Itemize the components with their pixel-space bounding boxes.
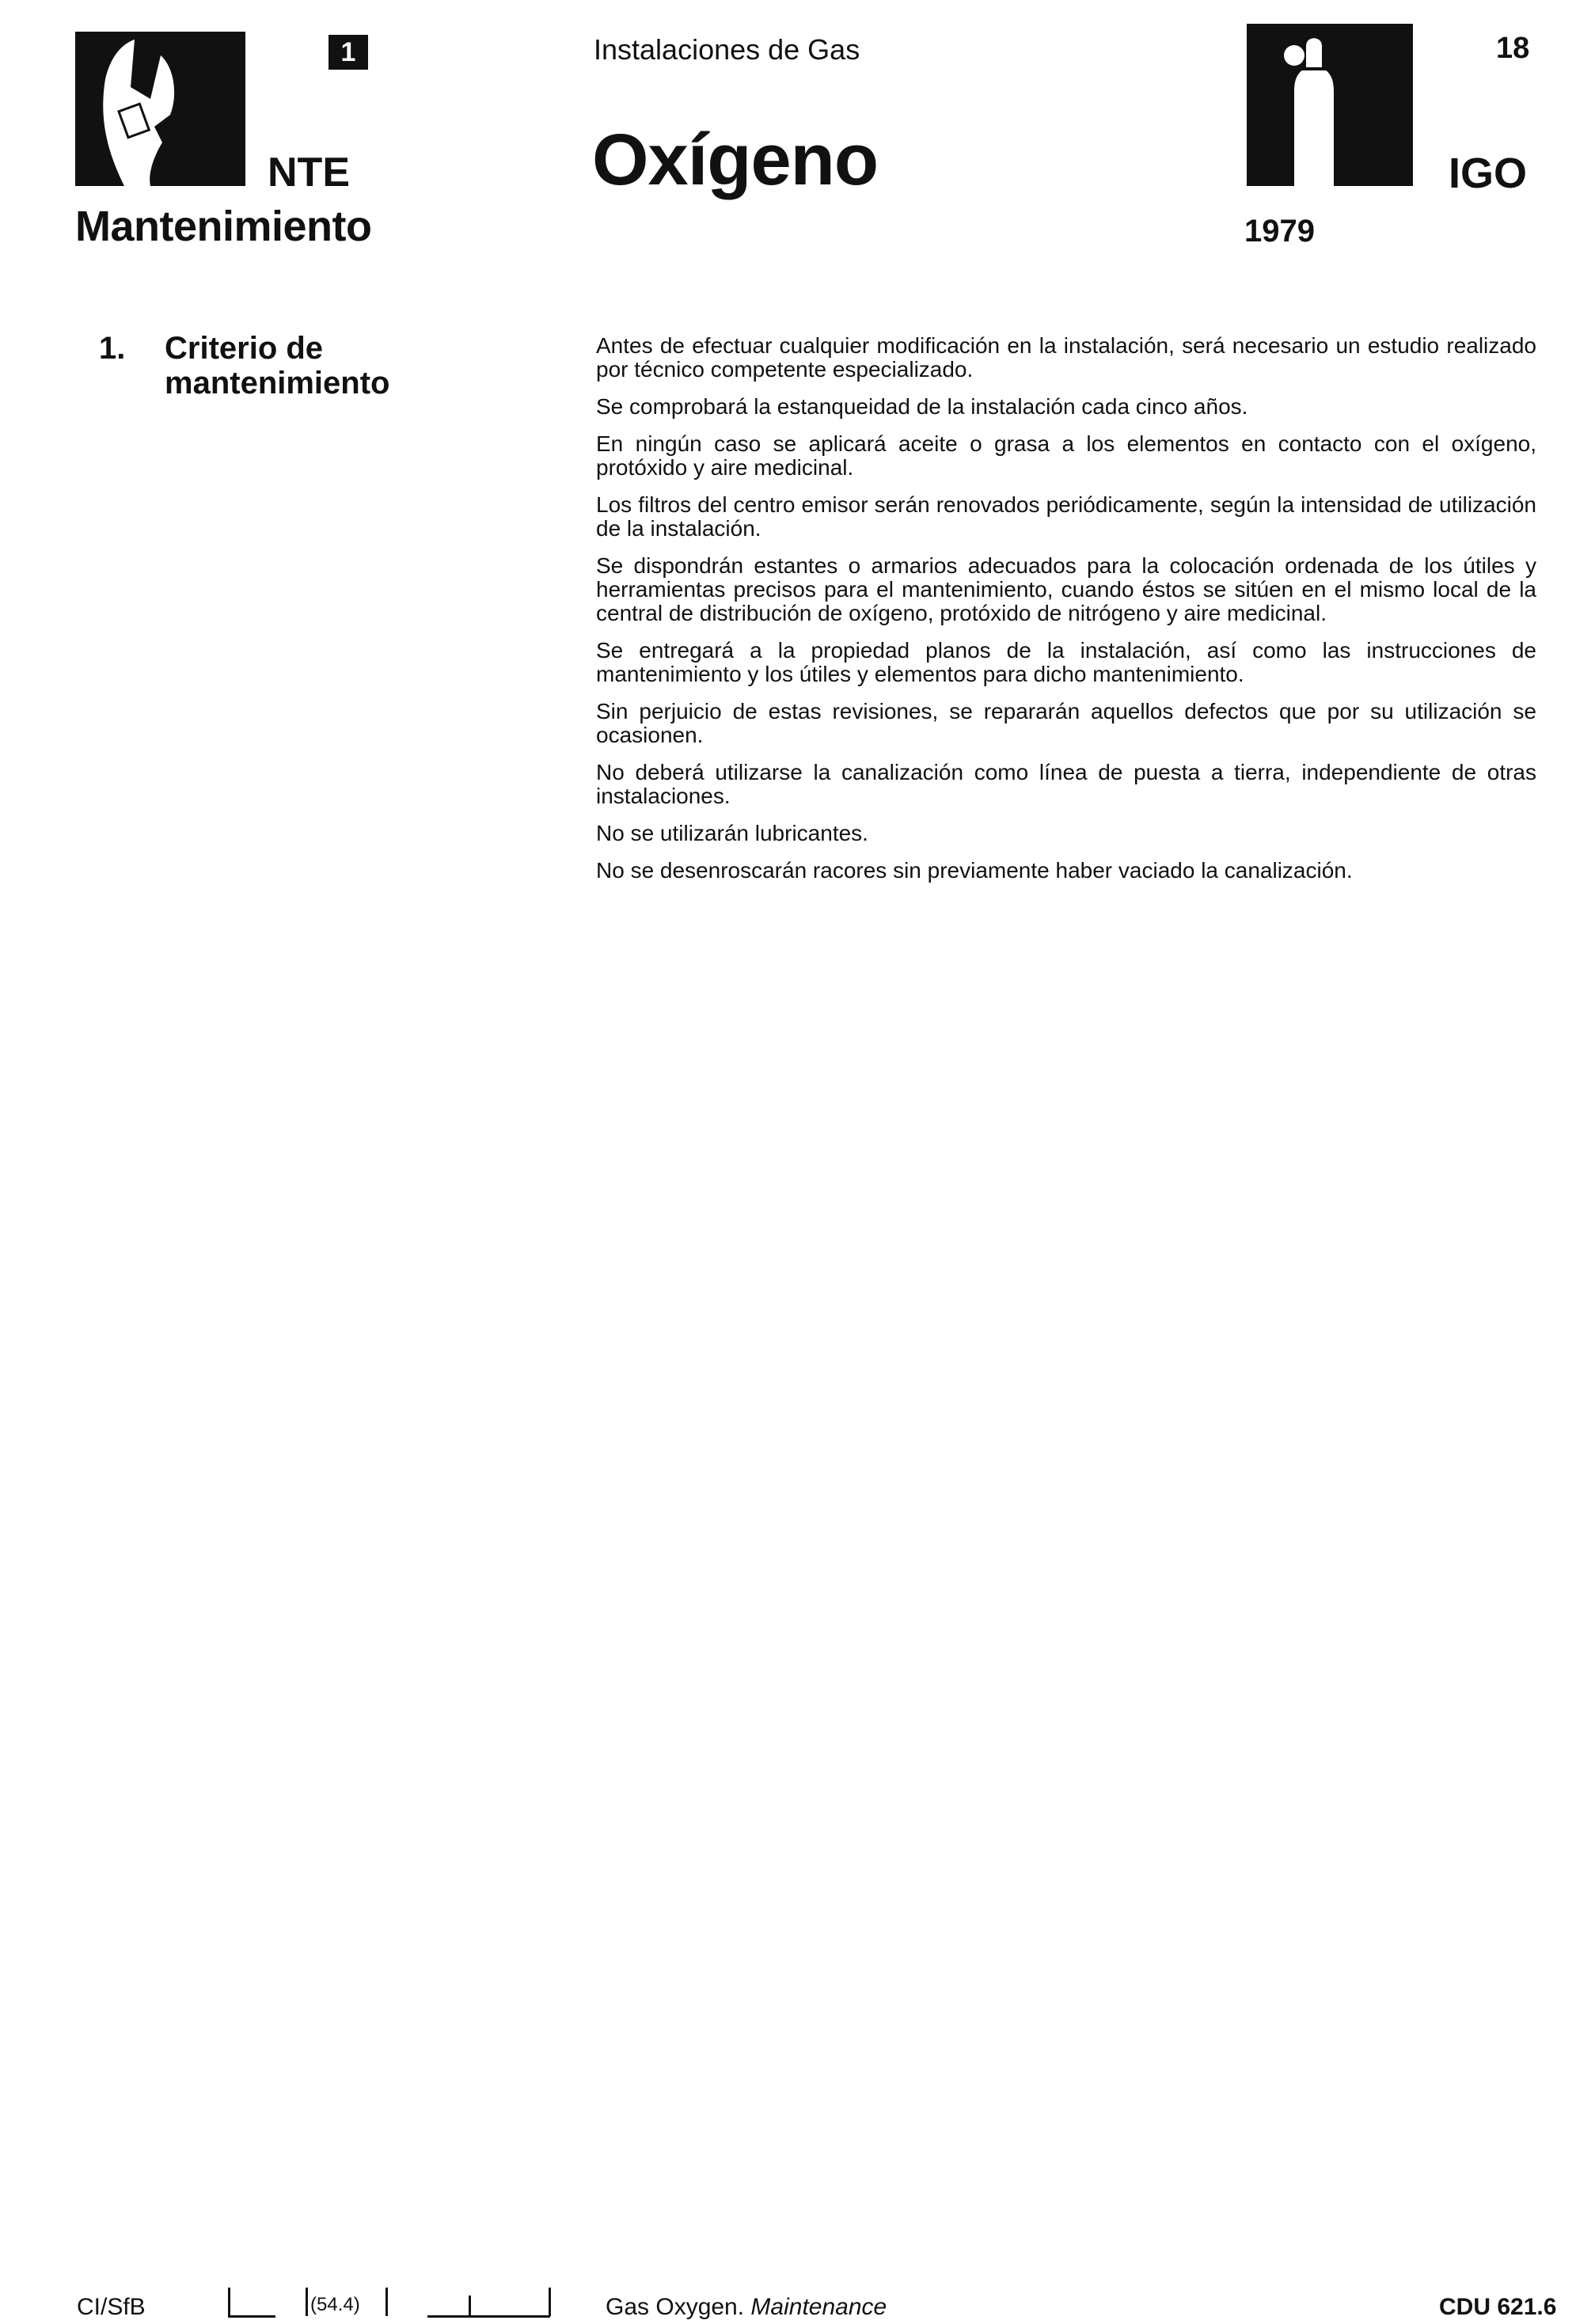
year: 1979	[1244, 214, 1315, 249]
section-number-badge: 1	[328, 35, 368, 70]
section-heading-number: 1.	[99, 331, 126, 366]
section-body	[596, 334, 1536, 896]
paragraph: Se dispondrán estantes o armarios adecuados para la colocación ordenada de los útiles y herramientas precisos para el mantenimiento, cuando éstos se sitúen en el mismo local de la central de distribución de oxígeno, protóxido de nitrógeno y aire medicinal.	[596, 553, 1536, 625]
paragraph: No deberá utilizarse la canalización como línea de puesta a tierra, independiente de otras instalaciones.	[596, 760, 1536, 808]
paragraph: En ningún caso se aplicará aceite o grasa a los elementos en contacto con el oxígeno, protóxido y aire medicinal.	[596, 431, 1536, 480]
cisfb-box-divider	[469, 2296, 471, 2316]
page-number: 18	[1496, 32, 1530, 65]
page-title: Oxígeno	[592, 120, 879, 200]
cisfb-box-divider	[549, 2288, 551, 2316]
cdu-code: CDU 621.6	[1439, 2294, 1557, 2320]
paragraph: Los filtros del centro emisor serán renovados periódicamente, según la intensidad de utilización de la instalación.	[596, 492, 1536, 541]
nte-label: NTE	[268, 150, 350, 196]
section-name: Mantenimiento	[75, 203, 372, 250]
standard-code: IGO	[1449, 150, 1528, 197]
wrench-logo-icon	[75, 32, 245, 186]
cisfb-label: CI/SfB	[77, 2294, 146, 2320]
paragraph: No se desenroscarán racores sin previamente haber vaciado la canalización.	[596, 858, 1353, 883]
cisfb-box-divider	[306, 2288, 308, 2316]
cisfb-box-divider	[385, 2288, 388, 2316]
english-title: Gas Oxygen. Maintenance	[606, 2294, 887, 2320]
section-heading: Criterio de mantenimiento	[165, 331, 390, 401]
gas-cylinder-logo-icon	[1247, 24, 1413, 186]
paragraph: Antes de efectuar cualquier modificación en la instalación, será necesario un estudio realizado por técnico competente especializado.	[596, 333, 1536, 382]
paragraph: Sin perjuicio de estas revisiones, se repararán aquellos defectos que por su utilización se ocasionen.	[596, 699, 1536, 747]
series-title: Instalaciones de Gas	[594, 33, 860, 66]
paragraph: Se comprobará la estanqueidad de la instalación cada cinco años.	[596, 394, 1248, 419]
paragraph: No se utilizarán lubricantes.	[596, 821, 868, 845]
paragraph: Se entregará a la propiedad planos de la instalación, así como las instrucciones de mantenimiento y los útiles y elementos para dicho mantenimiento.	[596, 638, 1536, 686]
cisfb-box-underline	[427, 2315, 550, 2318]
cisfb-box-divider	[228, 2288, 230, 2316]
cisfb-box-underline	[228, 2315, 275, 2318]
cisfb-code: (54.4)	[310, 2294, 360, 2315]
